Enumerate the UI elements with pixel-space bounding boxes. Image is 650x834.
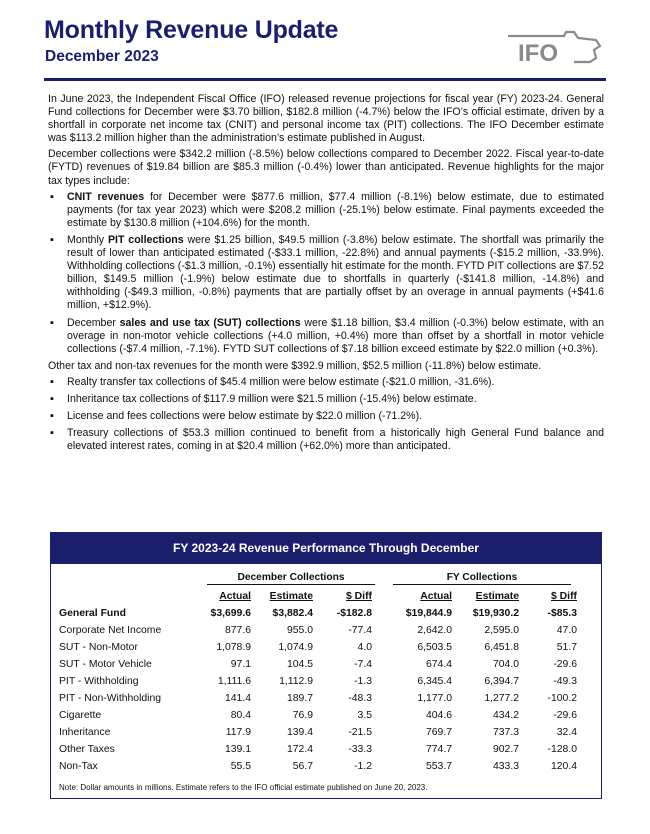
intro-paragraph-1: In June 2023, the Independent Fiscal Office (IFO) released revenue projections for fiscal year (FY) 2023-24. General Fund collections for December were $3.70 billion, $182.8 million (-4.7%) below the IFO’s official estimate, driven by a shortfall in corporate net income tax (CNIT) and personal income tax (PIT) collections. The IFO December estimate was $113.2 million higher than the administration’s estimate published in August. bbox=[48, 93, 604, 145]
logo-text: IFO bbox=[518, 40, 558, 67]
table-row: PIT - Non-Withholding 141.4 189.7 -48.3 1,177.0 1,277.2 -100.2 bbox=[59, 693, 577, 704]
bullet-treasury: ▪ Treasury collections of $53.3 million continued to benefit from a historically high General Fund balance and elevated interest rates, coming in at $20.4 million (+62.0%) more than anticipated. bbox=[48, 427, 604, 453]
col-dec-diff: $ Diff bbox=[346, 591, 372, 602]
table-row: Corporate Net Income 877.6 955.0 -77.4 2,642.0 2,595.0 47.0 bbox=[59, 625, 577, 636]
document-title: Monthly Revenue Update bbox=[44, 16, 339, 44]
col-dec-actual: Actual bbox=[219, 591, 251, 602]
december-collections-header: December Collections bbox=[207, 572, 375, 585]
summary-text bbox=[48, 93, 604, 457]
table-row: SUT - Motor Vehicle 97.1 104.5 -7.4 674.4 704.0 -29.6 bbox=[59, 659, 577, 670]
col-fy-diff: $ Diff bbox=[551, 591, 577, 602]
table-row: Inheritance 117.9 139.4 -21.5 769.7 737.3 32.4 bbox=[59, 727, 577, 738]
column-header-row bbox=[57, 588, 597, 605]
table-row: Non-Tax 55.5 56.7 -1.2 553.7 433.3 120.4 bbox=[59, 761, 577, 772]
table-row: Other Taxes 139.1 172.4 -33.3 774.7 902.7 -128.0 bbox=[59, 744, 577, 755]
table-title: FY 2023-24 Revenue Performance Through December bbox=[51, 533, 601, 564]
ifo-logo bbox=[504, 28, 606, 68]
major-tax-bullets bbox=[48, 191, 604, 356]
fy-collections-header: FY Collections bbox=[393, 572, 571, 585]
table-row: SUT - Non-Motor 1,078.9 1,074.9 4.0 6,503.5 6,451.8 51.7 bbox=[59, 642, 577, 653]
bullet-license-fees: ▪ License and fees collections were below estimate by $22.0 million (-71.2%). bbox=[48, 410, 604, 423]
bullet-inheritance: ▪ Inheritance tax collections of $117.9 million were $21.5 million (-15.4%) below estimate. bbox=[48, 393, 604, 406]
col-dec-estimate: Estimate bbox=[269, 591, 313, 602]
document-header bbox=[44, 14, 606, 80]
other-revenue-bullets bbox=[48, 376, 604, 453]
table-row: General Fund $3,699.6 $3,882.4 -$182.8 $19,844.9 $19,930.2 -$85.3 bbox=[59, 608, 577, 619]
intro-paragraph-2: December collections were $342.2 million (-8.5%) below collections compared to December 2022. Fiscal year-to-date (FYTD) revenues of $19.84 billion are $85.3 million (-0.4%) lower than anticipated. Revenue highlights for the major tax types include: bbox=[48, 148, 604, 187]
other-revenue-paragraph: Other tax and non-tax revenues for the month were $392.9 million, $52.5 million (-11.8%) below estimate. bbox=[48, 359, 542, 372]
revenue-performance-table bbox=[50, 532, 602, 799]
bullet-pit: ▪ Monthly PIT collections were $1.25 billion, $49.5 million (-3.8%) below estimate. The shortfall was primarily the result of lower than anticipated estimated (-$33.1 million, -22.8%) and annual payments (-$15.2 million, -33.9%). Withholding collections (-$1.3 million, -0.1%) essentially hit estimate for the month. FYTD PIT collections are $7.52 billion, $149.5 million (-1.9%) below estimate due to shortfalls in quarterly (-$141.8 million, -14.8%) and withholding (-$49.3 million, -0.8%) payments that are partially offset by an overage in annual payments (+$41.6 million, +$12.9%). bbox=[48, 234, 604, 313]
col-fy-estimate: Estimate bbox=[475, 591, 519, 602]
table-body bbox=[57, 588, 597, 775]
table-note: Note: Dollar amounts in millions. Estimate refers to the IFO official estimate published on June 20, 2023. bbox=[59, 783, 428, 792]
bullet-realty-transfer: ▪ Realty transfer tax collections of $45.4 million were below estimate (-$21.0 million, -31.6%). bbox=[48, 376, 604, 389]
bullet-cnit: ▪ CNIT revenues for December were $877.6 million, $77.4 million (-8.1%) below estimate, due to estimated payments (for tax year 2023) which were $208.2 million (-25.1%) below estimate. Final payments exceeded the estimate by $130.8 million (+104.6%) for the month. bbox=[48, 191, 604, 230]
table-row: Cigarette 80.4 76.9 3.5 404.6 434.2 -29.6 bbox=[59, 710, 577, 721]
document-subtitle: December 2023 bbox=[45, 48, 159, 65]
table-row: PIT - Withholding 1,111.6 1,112.9 -1.3 6,345.4 6,394.7 -49.3 bbox=[59, 676, 577, 687]
col-fy-actual: Actual bbox=[420, 591, 452, 602]
bullet-sut: ▪ December sales and use tax (SUT) collections were $1.18 billion, $3.4 million (-0.3%) below estimate, with an overage in non-motor vehicle collections (+4.0 million, +0.4%) more than offset by a shortfall in motor vehicle collections (-$7.4 million, -7.1%). FYTD SUT collections of $7.18 billion exceed estimate by $22.0 million (+0.3%). bbox=[48, 317, 604, 356]
header-rule bbox=[44, 78, 606, 81]
